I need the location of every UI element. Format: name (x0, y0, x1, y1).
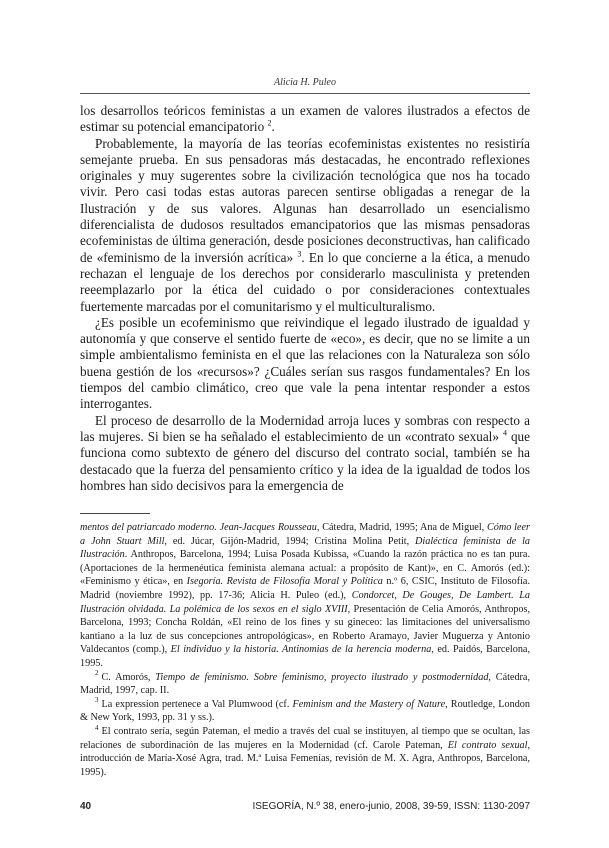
footnotes (80, 521, 530, 779)
page-number: 40 (80, 801, 92, 812)
footnote-ref-2[interactable]: 2 (267, 118, 272, 128)
footnote-continuation: mentos del patriarcado moderno. Jean-Jacques Rousseau, Cátedra, Madrid, 1995; Ana de Miguel, Cómo leer a John Stuart Mill, ed. Júcar, Gijón-Madrid, 1994; Cristina Molina Petit, Dialéctica feminista de la Ilustración. Anthropos, Barcelona, 1994; Luisa Posada Kubissa, «Cuando la razón práctica no es tan pura. (Aportaciones de la hermenéutica feminista alemana actual: a propósito de Kant)», en C. Amorós (ed.): «Feminismo y ética», en Isegoría. Revista de Filosofía Moral y Política n.º 6, CSIC, Instituto de Filosofía. Madrid (noviembre 1992), pp. 17-36; Alicia H. Puleo (ed.), Condorcet, De Gouges, De Lambert. La Ilustración olvidada. La polémica de los sexos en el siglo XVIII, Presentación de Celia Amorós, Anthropos, Barcelona, 1993; Concha Roldán, «El reino de los fines y su gineceo: las limitaciones del universalismo kantiano a la luz de sus concepciones antropológicas», en Roberto Aramayo, Javier Muguerza y Antonio Valdecantos (comp.), El individuo y la historia. Antinomias de la herencia moderna, ed. Paidós, Barcelona, 1995. (80, 522, 531, 669)
footnote-number: 3 (95, 696, 99, 705)
footnote-4: $^4$ El contrato sería, según Pateman, el medio a través del cual se instituyen, al tiempo que se ocultan, las relaciones de subordinación de las mujeres en la Modernidad (cf. Carole Pateman, El contrato sexual, introducción de María-Xosé Agra, trad. M.ª Luisa Femenías, revisión de M. X. Agra, Anthropos, Barcelona, 1995). (80, 723, 531, 778)
footnote-ref-3[interactable]: 3 (297, 249, 302, 259)
footnote-ref-4[interactable]: 4 (502, 428, 507, 438)
running-head: Alicia H. Puleo (274, 77, 336, 88)
header-rule (80, 93, 530, 94)
footnote-3: $^3$ La expression pertenece a Val Plumwood (cf. Feminism and the Mastery of Nature, Routledge, London & New York, 1993, pp. 31 y ss.). (80, 696, 530, 724)
paragraph-4: El proceso de desarrollo de la Modernidad arroja luces y sombras con respecto a las mujeres. Si bien se ha señalado el establecimiento de un «contrato sexual» $^4$ que funciona como subtexto de género del discurso del contrato social, también se ha destacado que la fuerza del pensamiento crítico y la idea de la igualdad de todos los hombres han sido decisivos para la emergencia de (80, 412, 530, 493)
paragraph-1: los desarrollos teóricos feministas a un examen de valores ilustrados a efectos de estimar su potencial emancipatorio $^2$. (80, 103, 530, 135)
journal-reference: ISEGORÍA, N.º 38, enero-junio, 2008, 39-59, ISSN: 1130-2097 (252, 801, 530, 812)
paragraph-3: ¿Es posible un ecofeminismo que reivindique el legado ilustrado de igualdad y autonomía y que conserve el sentido fuerte de «eco», es decir, que no se limite a un simple ambientalismo feminista en el que las relaciones con la Naturaleza son sólo buena gestión de los «recursos»? ¿Cuáles serían sus rasgos fundamentales? En los tiempos del cambio climático, creo que vale la pena intentar responder a estos interrogantes. (80, 314, 530, 412)
paragraph-2: Probablemente, la mayoría de las teorías ecofeministas existentes no resistiría semejante prueba. En sus pensadoras más destacadas, he encontrado reflexiones originales y muy sugerentes sobre la civilización tecnológica que nos ha tocado vivir. Pero casi todas estas autoras parecen sentirse obligadas a renegar de la Ilustración y de sus valores. Algunas han desarrollado un esencialismo diferencialista de dudosos resultados emancipatorios que las mismas pensadoras ecofeministas de última generación, desde posiciones deconstructivas, han calificado de «feminismo de la inversión acrítica» $^3$. En lo que concierne a la ética, a menudo rechazan el lenguaje de los derechos por considerarlo masculinista y pretenden reeemplazarlo por la ética del cuidado o por consideraciones contextuales fuertemente marcadas por el comunitarismo y el multiculturalismo. (80, 135, 530, 314)
body-text (80, 103, 530, 494)
footnote-number: 4 (95, 723, 99, 732)
footnote-2: $^2$ C. Amorós, Tiempo de feminismo. Sobre feminismo, proyecto ilustrado y postmodernidad, Cátedra, Madrid, 1997, cap. II. (80, 669, 531, 697)
footnote-rule (80, 513, 150, 514)
footnote-number: 2 (95, 669, 99, 678)
